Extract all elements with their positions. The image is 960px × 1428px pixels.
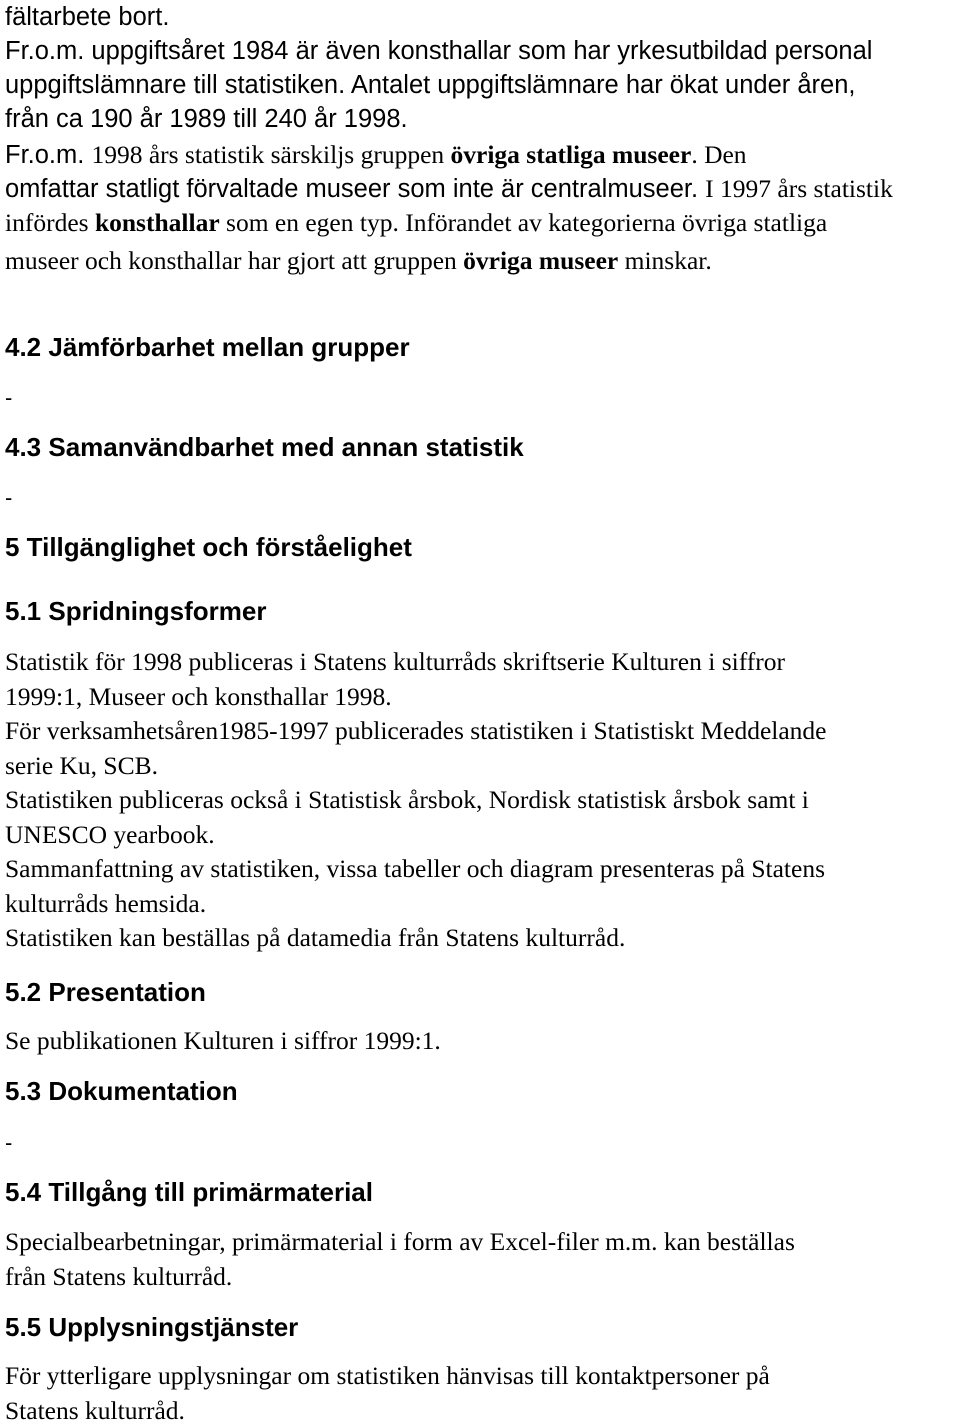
section-body-4-3: - bbox=[5, 487, 12, 509]
intro-line-3 bbox=[5, 68, 855, 103]
body-line: Statistiken publiceras också i Statistisk årsbok, Nordisk statistisk årsbok samt i bbox=[5, 783, 827, 818]
section-heading-5-3: 5.3 Dokumentation bbox=[5, 1075, 238, 1107]
intro-bold-term: övriga museer bbox=[463, 246, 618, 275]
intro-bold-term: konsthallar bbox=[95, 208, 220, 237]
intro-line-7 bbox=[5, 206, 827, 241]
body-line: från Statens kulturråd. bbox=[5, 1260, 795, 1295]
section-heading-4-2: 4.2 Jämförbarhet mellan grupper bbox=[5, 331, 410, 363]
intro-text: I 1997 års statistik bbox=[705, 174, 893, 203]
body-line: serie Ku, SCB. bbox=[5, 749, 827, 784]
intro-text: uppgiftslämnare till statistiken. Antalet uppgiftslämnare har ökat under åren, bbox=[5, 71, 855, 99]
intro-text: Fr.o.m. uppgiftsåret 1984 är även konsthallar som har yrkesutbildad personal bbox=[5, 37, 872, 65]
section-body-5-3: - bbox=[5, 1132, 12, 1154]
body-line: För ytterligare upplysningar om statistiken hänvisas till kontaktpersoner på bbox=[5, 1359, 770, 1394]
intro-text: . Den bbox=[691, 140, 746, 169]
intro-text: minskar. bbox=[618, 246, 712, 275]
intro-text: fältarbete bort. bbox=[5, 3, 169, 31]
section-heading-5-2: 5.2 Presentation bbox=[5, 976, 206, 1008]
body-line: 1999:1, Museer och konsthallar 1998. bbox=[5, 680, 827, 715]
intro-text: infördes bbox=[5, 208, 95, 237]
intro-line-4 bbox=[5, 102, 408, 137]
section-heading-5-5: 5.5 Upplysningstjänster bbox=[5, 1311, 298, 1343]
body-line: Statistiken kan beställas på datamedia från Statens kulturråd. bbox=[5, 921, 827, 956]
section-body-4-2: - bbox=[5, 387, 12, 409]
intro-text: som en egen typ. bbox=[220, 208, 399, 237]
body-line: Sammanfattning av statistiken, vissa tabeller och diagram presenteras på Statens bbox=[5, 852, 827, 887]
section-body-5-4 bbox=[5, 1225, 795, 1294]
body-line: kulturråds hemsida. bbox=[5, 887, 827, 922]
section-heading-5-1: 5.1 Spridningsformer bbox=[5, 595, 267, 627]
intro-line-8 bbox=[5, 244, 712, 279]
section-body-5-1 bbox=[5, 645, 827, 956]
body-line: Statistik för 1998 publiceras i Statens kulturråds skriftserie Kulturen i siffror bbox=[5, 645, 827, 680]
body-line: För verksamhetsåren1985-1997 publicerades statistiken i Statistiskt Meddelande bbox=[5, 714, 827, 749]
section-heading-4-3: 4.3 Samanvändbarhet med annan statistik bbox=[5, 431, 524, 463]
intro-text: Införandet av kategorierna övriga statliga bbox=[399, 208, 827, 237]
intro-line-1 bbox=[5, 0, 169, 35]
section-heading-5-4: 5.4 Tillgång till primärmaterial bbox=[5, 1176, 373, 1208]
body-line: Specialbearbetningar, primärmaterial i form av Excel-filer m.m. kan beställas bbox=[5, 1225, 795, 1260]
section-heading-5: 5 Tillgänglighet och förståelighet bbox=[5, 531, 412, 563]
section-body-5-2: Se publikationen Kulturen i siffror 1999:1. bbox=[5, 1024, 441, 1059]
intro-text: 1998 års statistik särskiljs gruppen bbox=[91, 140, 450, 169]
intro-line-5 bbox=[5, 138, 747, 173]
body-line: UNESCO yearbook. bbox=[5, 818, 827, 853]
intro-text: Fr.o.m. bbox=[5, 141, 91, 169]
intro-bold-term: övriga statliga museer bbox=[451, 140, 692, 169]
body-line: Statens kulturråd. bbox=[5, 1394, 770, 1428]
intro-line-2 bbox=[5, 34, 872, 69]
intro-text: omfattar statligt förvaltade museer som inte är centralmuseer. bbox=[5, 175, 705, 203]
intro-text: museer och konsthallar har gjort att gruppen bbox=[5, 246, 463, 275]
intro-line-6 bbox=[5, 172, 893, 207]
section-body-5-5 bbox=[5, 1359, 770, 1428]
intro-text: från ca 190 år 1989 till 240 år 1998. bbox=[5, 105, 408, 133]
